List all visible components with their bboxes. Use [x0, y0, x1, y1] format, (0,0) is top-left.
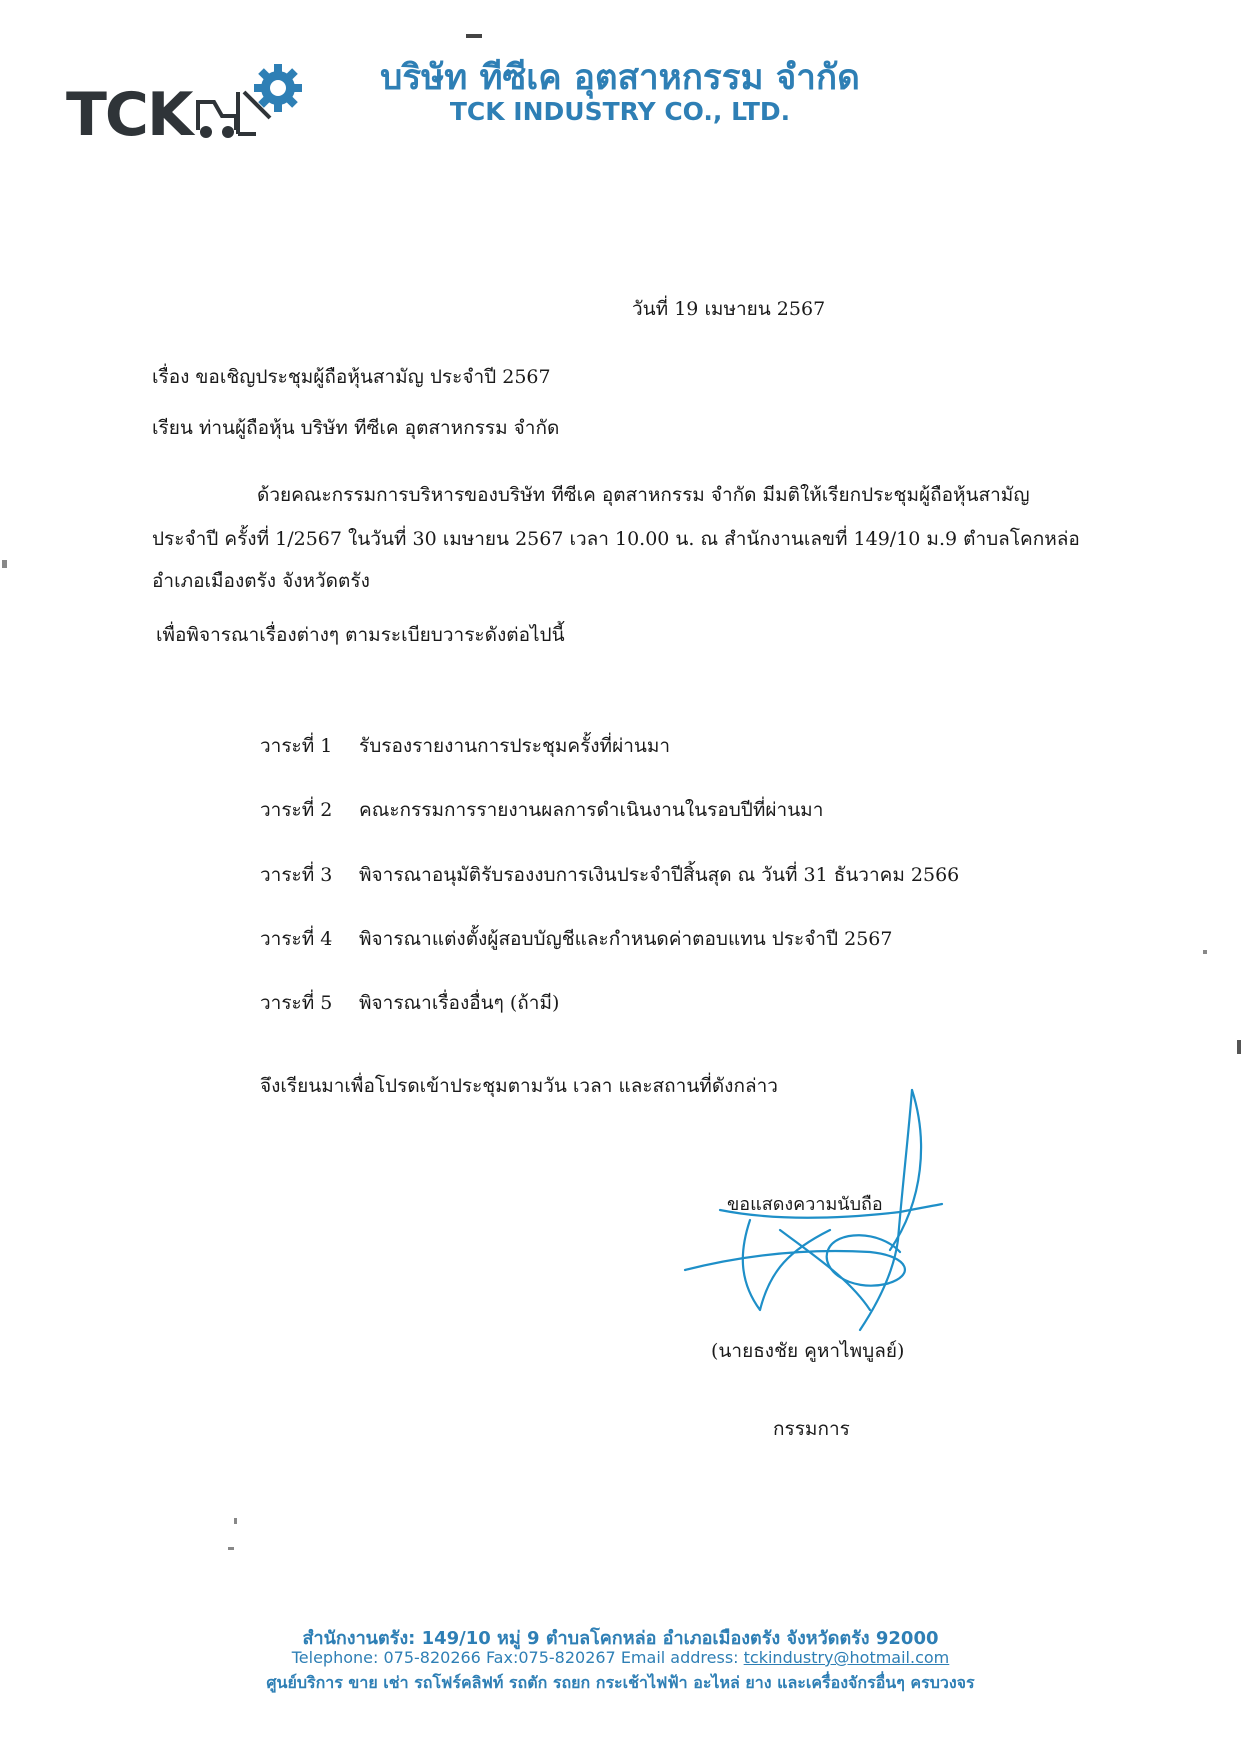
closing-line: จึงเรียนมาเพื่อโปรดเข้าประชุมตามวัน เวลา และสถานที่ดังกล่าว [260, 1075, 778, 1097]
scan-mark [1237, 1040, 1241, 1054]
scan-mark [2, 560, 7, 568]
company-name-thai: บริษัท ทีซีเค อุตสาหกรรม จำกัด [380, 58, 860, 98]
letter-date: วันที่ 19 เมษายน 2567 [632, 298, 826, 320]
letter-subject: เรื่อง ขอเชิญประชุมผู้ถือหุ้นสามัญ ประจำปี 2567 [152, 366, 551, 388]
agenda-number: วาระที่ 1 [260, 735, 333, 757]
company-logo-text: TCK [66, 80, 192, 150]
signer-name: (นายธงชัย คูหาไพบูลย์) [711, 1340, 905, 1362]
scan-mark [228, 1547, 234, 1550]
agenda-item: พิจารณาเรื่องอื่นๆ (ถ้ามี) [359, 992, 560, 1014]
body-line: ด้วยคณะกรรมการบริหารของบริษัท ทีซีเค อุตสาหกรรม จำกัด มีมติให้เรียกประชุมผู้ถือหุ้นสามัญ [257, 484, 1030, 506]
agenda-number: วาระที่ 5 [260, 992, 333, 1014]
agenda-item: พิจารณาอนุมัติรับรองงบการเงินประจำปีสิ้นสุด ณ วันที่ 31 ธันวาคม 2566 [359, 864, 960, 886]
body-line: ประจำปี ครั้งที่ 1/2567 ในวันที่ 30 เมษายน 2567 เวลา 10.00 น. ณ สำนักงานเลขที่ 149/10 ม.9 ตำบลโคกหล่อ [152, 528, 1080, 550]
letter-recipient: เรียน ท่านผู้ถือหุ้น บริษัท ทีซีเค อุตสาหกรรม จำกัด [152, 417, 560, 439]
agenda-item: คณะกรรมการรายงานผลการดำเนินงานในรอบปีที่ผ่านมา [359, 799, 824, 821]
agenda-number: วาระที่ 4 [260, 928, 333, 950]
body-line: อำเภอเมืองตรัง จังหวัดตรัง [152, 570, 370, 592]
footer-services: ศูนย์บริการ ขาย เช่า รถโฟร์คลิฟท์ รถตัก รถยก กระเช้าไฟฟ้า อะไหล่ ยาง และเครื่องจักรอื่นๆ ครบวงจร [266, 1673, 975, 1692]
scan-mark [234, 1518, 237, 1524]
company-name-english: TCK INDUSTRY CO., LTD. [449, 97, 791, 126]
agenda-number: วาระที่ 2 [260, 799, 333, 821]
footer-telephone: Telephone: 075-820266 Fax:075-820267 Email address: [291, 1648, 744, 1667]
signer-position: กรรมการ [773, 1418, 850, 1440]
agenda-item: รับรองรายงานการประชุมครั้งที่ผ่านมา [359, 735, 671, 757]
footer-email-link[interactable]: tckindustry@hotmail.com [743, 1648, 950, 1667]
agenda-item: พิจารณาแต่งตั้งผู้สอบบัญชีและกำหนดค่าตอบแทน ประจำปี 2567 [359, 928, 893, 950]
forklift-gear-icon [192, 62, 302, 142]
body-line: เพื่อพิจารณาเรื่องต่างๆ ตามระเบียบวาระดังต่อไปนี้ [156, 624, 565, 646]
regards-line: ขอแสดงความนับถือ [727, 1194, 883, 1215]
scan-mark [1203, 950, 1207, 954]
agenda-number: วาระที่ 3 [260, 864, 333, 886]
scan-mark [466, 34, 482, 38]
footer-address: สำนักงานตรัง: 149/10 หมู่ 9 ตำบลโคกหล่อ อำเภอเมืองตรัง จังหวัดตรัง 92000 [302, 1628, 939, 1649]
footer-contact [0, 1648, 1241, 1667]
